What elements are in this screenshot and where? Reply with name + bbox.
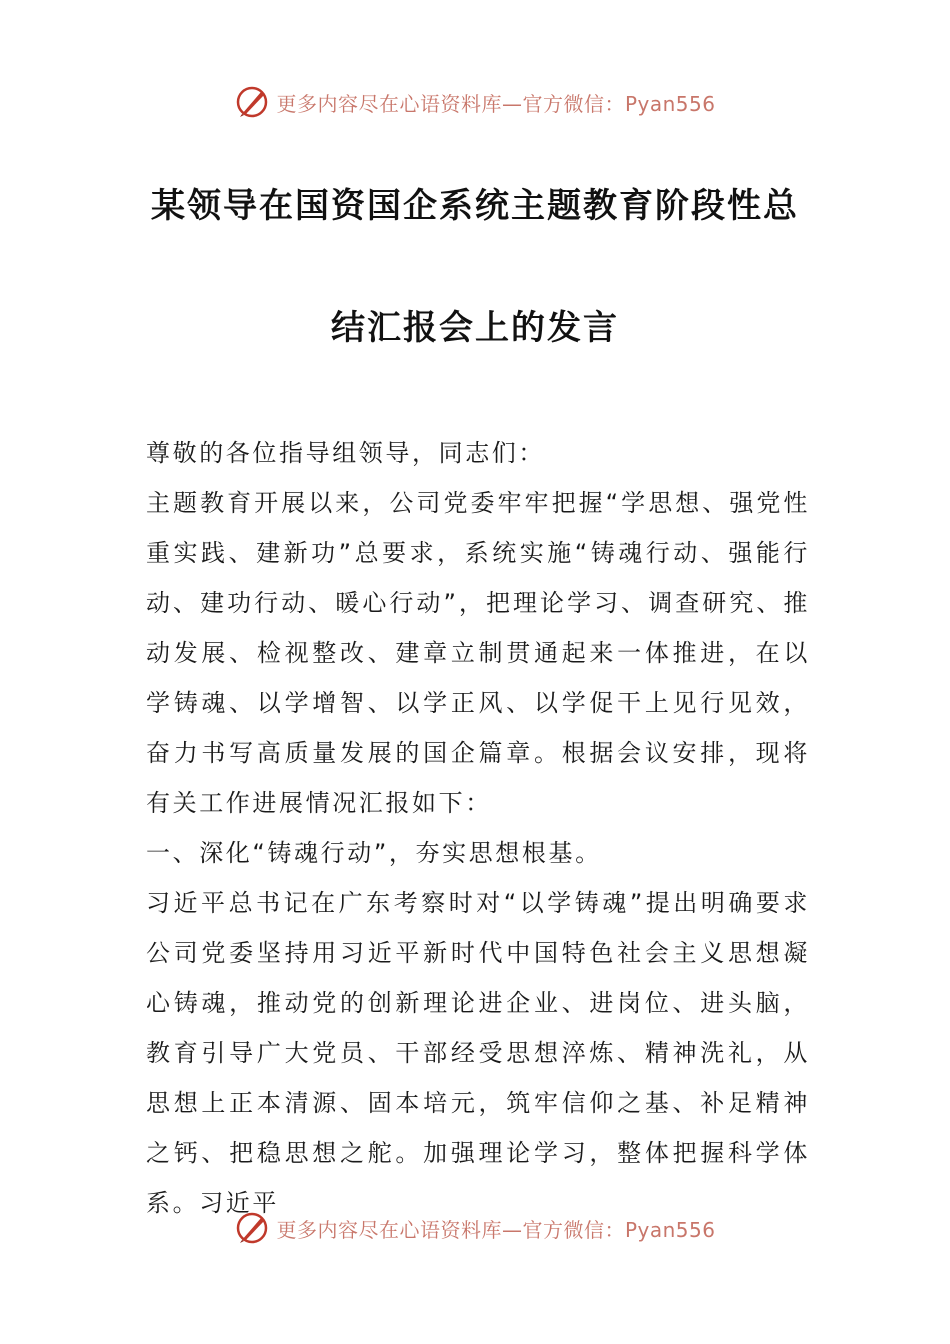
salutation-paragraph: 尊敬的各位指导组领导，同志们： — [146, 439, 545, 467]
header-banner — [0, 80, 950, 124]
banner-text: 更多内容尽在心语资料库—官方微信：Pyan556 — [276, 91, 716, 116]
document-title-line-2: 结汇报会上的发言 — [331, 308, 619, 348]
pen-logo-icon — [234, 1210, 270, 1246]
section-1-paragraph: 习近平总书记在广东考察时对“以学铸魂”提出明确要求公司党委坚持用习近平新时代中国特色社会主义思想凝心铸魂，推动党的创新理论进企业、进岗位、进头脑，教育引导广大党员、干部经受思想淬炼、精神洗礼，从思想上正本清源、固本培元，筑牢信仰之基、补足精神之钙、把稳思想之舵。加强理论学习，整体把握科学体系。习近平 — [146, 889, 810, 1217]
pen-logo-icon — [234, 84, 270, 120]
intro-paragraph: 主题教育开展以来，公司党委牢牢把握“学思想、强党性重实践、建新功”总要求，系统实施“铸魂行动、强能行动、建功行动、暖心行动”，把理论学习、调查研究、推动发展、检视整改、建章立制贯通起来一体推进，在以学铸魂、以学增智、以学正风、以学促干上见行见效，奋力书写高质量发展的国企篇章。根据会议安排，现将有关工作进展情况汇报如下： — [146, 489, 810, 817]
banner-text: 更多内容尽在心语资料库—官方微信：Pyan556 — [276, 1217, 716, 1242]
document-title-line-1: 某领导在国资国企系统主题教育阶段性总 — [151, 186, 799, 226]
section-heading-1: 一、深化“铸魂行动”，夯实思想根基。 — [146, 839, 602, 867]
footer-banner — [0, 1206, 950, 1250]
document-body — [146, 428, 810, 1228]
